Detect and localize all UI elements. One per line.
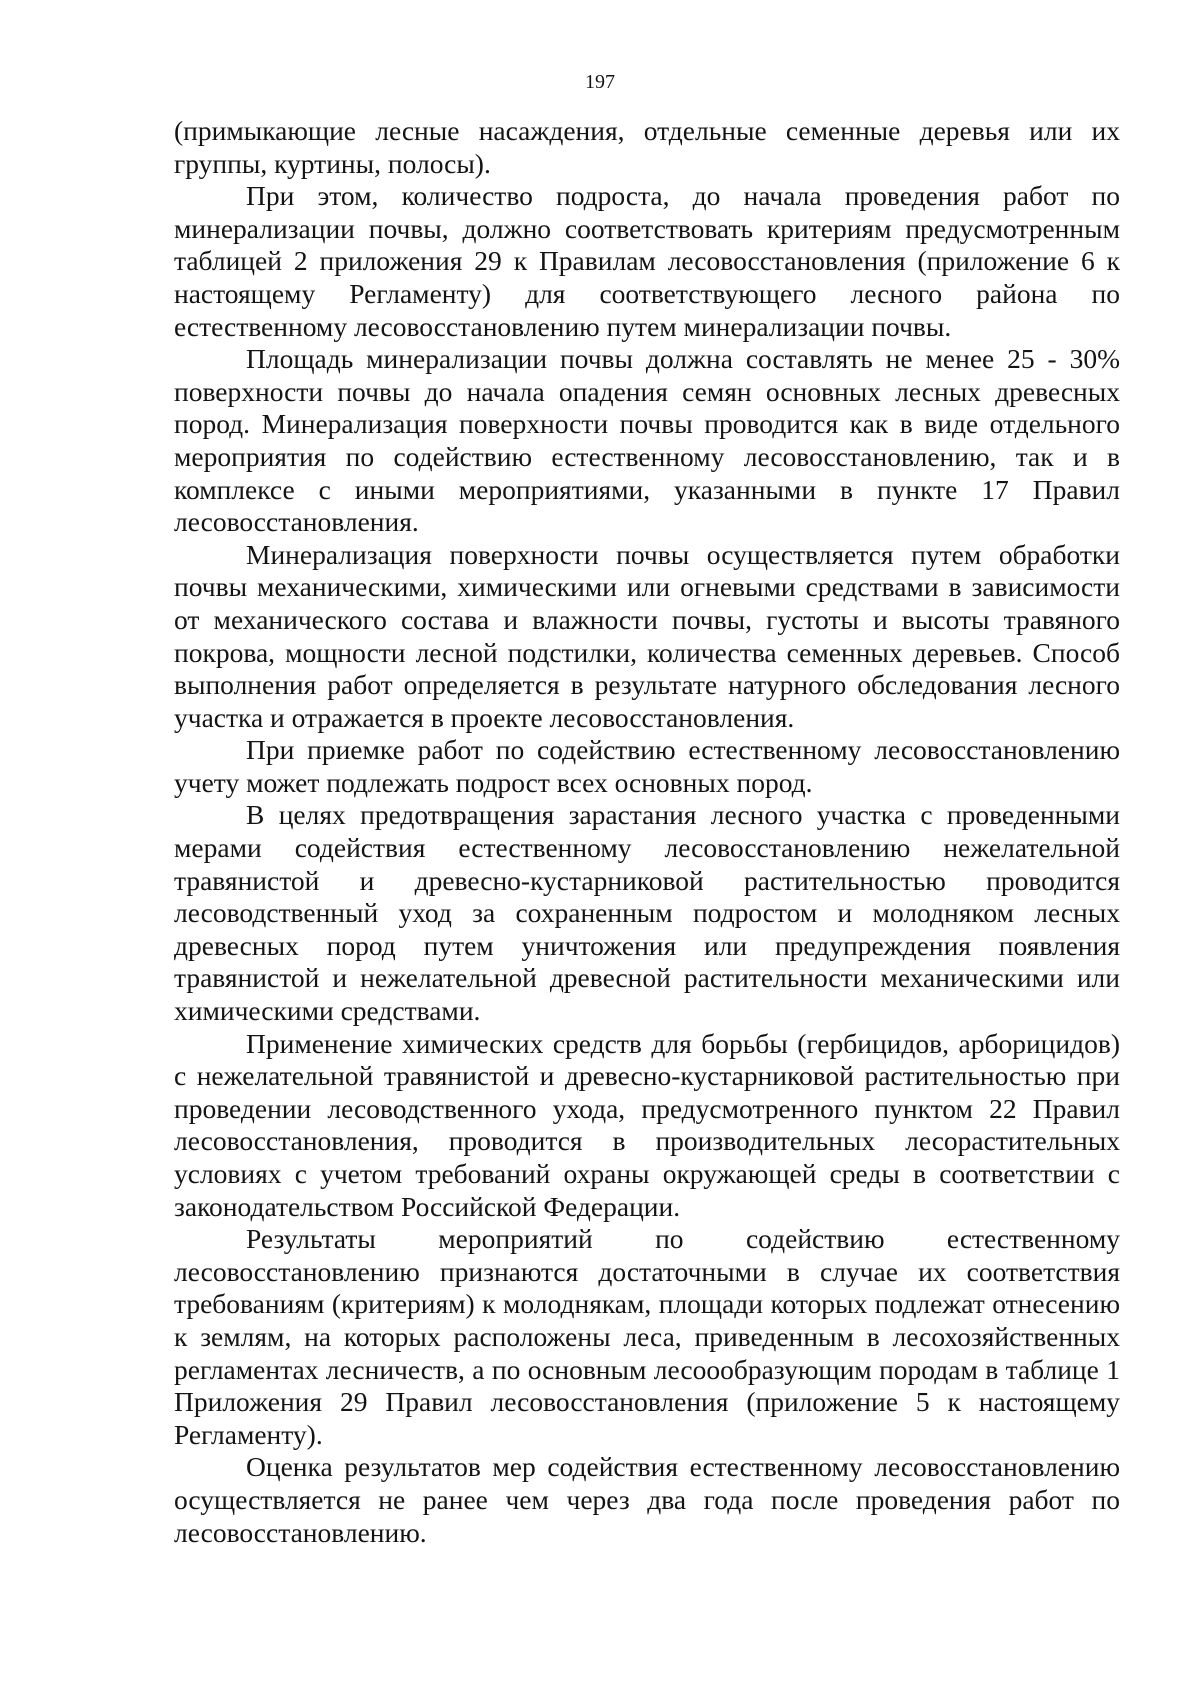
- paragraph-evaluation: Оценка результатов мер содействия естественному лесовосстановлению осуществляется не ранее чем через два года после проведения работ по лесовосстановлению.: [174, 1451, 1120, 1548]
- paragraph-results: Результаты мероприятий по содействию естественному лесовосстановлению признаются достаточными в случае их соответствия требованиям (критериям) к молоднякам, площади которых подлежат отнесению к землям, на которых расположены леса, приведенным в лесохозяйственных регламентах лесничеств, а по основным лесоообразующим породам в таблице 1 Приложения 29 Правил лесовосстановления (приложение 5 к настоящему Регламенту).: [174, 1223, 1120, 1450]
- paragraph-mineralization-area: Площадь минерализации почвы должна составлять не менее 25 - 30% поверхности почвы до начала опадения семян основных лесных древесных пород. Минерализация поверхности почвы проводится как в виде отдельного мероприятия по содействию естественному лесовосстановлению, так и в комплексе с иными мероприятиями, указанными в пункте 17 Правил лесовосстановления.: [174, 343, 1120, 538]
- document-body: [174, 115, 1120, 1549]
- paragraph-undergrowth-quantity: При этом, количество подроста, до начала проведения работ по минерализации почвы, должно соответствовать критериям предусмотренным таблицей 2 приложения 29 к Правилам лесовосстановления (приложение 6 к настоящему Регламенту) для соответствующего лесного района по естественному лесовосстановлению путем минерализации почвы.: [174, 180, 1120, 342]
- paragraph-overgrowth-prevention: В целях предотвращения зарастания лесного участка с проведенными мерами содействия естественному лесовосстановлению нежелательной травянистой и древесно-кустарниковой растительностью проводится лесоводственный уход за сохраненным подростом и молодняком лесных древесных пород путем уничтожения или предупреждения появления травянистой и нежелательной древесной растительности механическими или химическими средствами.: [174, 799, 1120, 1027]
- paragraph-acceptance: При приемке работ по содействию естественному лесовосстановлению учету может подлежать подрост всех основных пород.: [174, 734, 1120, 798]
- page-number: 197: [585, 71, 615, 93]
- paragraph-continuation: (примыкающие лесные насаждения, отдельные семенные деревья или их группы, куртины, полосы).: [174, 115, 1120, 179]
- paragraph-chemical-means: Применение химических средств для борьбы (гербицидов, арборицидов) с нежелательной травянистой и древесно-кустарниковой растительностью при проведении лесоводственного ухода, предусмотренного пунктом 22 Правил лесовосстановления, проводится в производительных лесорастительных условиях с учетом требований охраны окружающей среды в соответствии с законодательством Российской Федерации.: [174, 1027, 1120, 1222]
- paragraph-mineralization-methods: Минерализация поверхности почвы осуществляется путем обработки почвы механическими, химическими или огневыми средствами в зависимости от механического состава и влажности почвы, густоты и высоты травяного покрова, мощности лесной подстилки, количества семенных деревьев. Способ выполнения работ определяется в результате натурного обследования лесного участка и отражается в проекте лесовосстановления.: [174, 538, 1120, 733]
